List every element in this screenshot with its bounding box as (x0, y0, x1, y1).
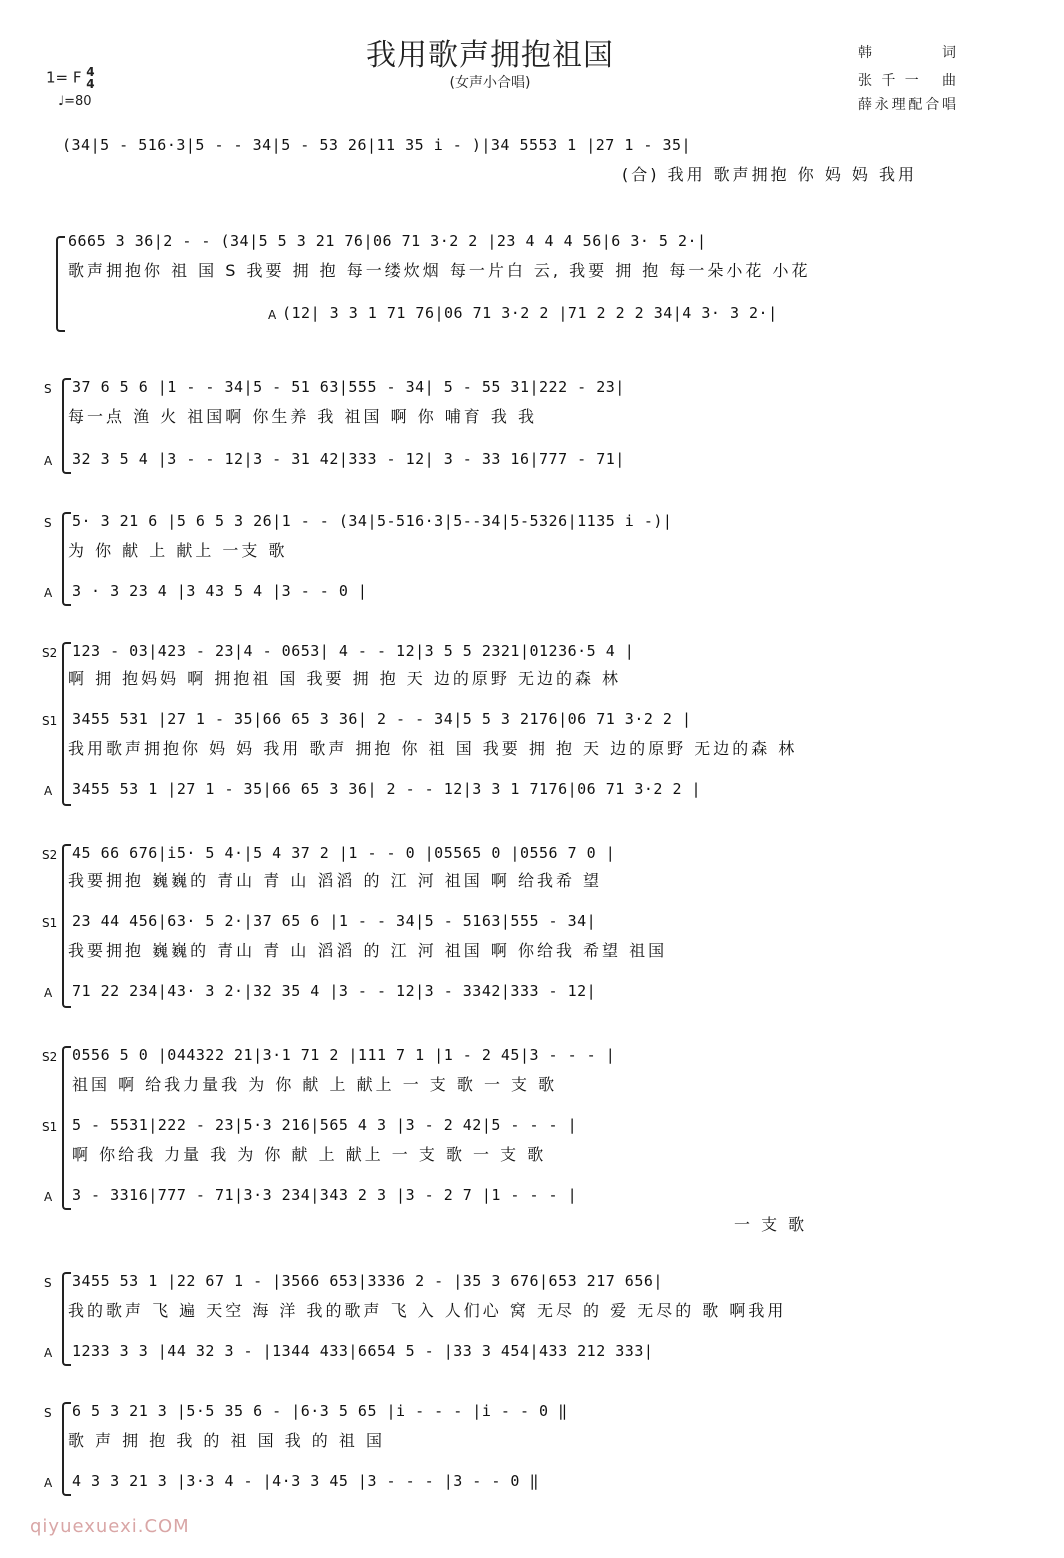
notation-line: 0556 5 0 |044322 21|3·1 71 2 |111 7 1 |1 - 2 45|3 - - - | (72, 1046, 616, 1064)
notation-line: 71 22 234|43· 3 2·|32 35 4 |3 - - 12|3 - 3342|333 - 12| (72, 982, 597, 1000)
watermark: qiyuexuexi.COM (30, 1516, 190, 1537)
notation-line: 3455 53 1 |27 1 - 35|66 65 3 36| 2 - - 12|3 3 1 7176|06 71 3·2 2 | (72, 780, 702, 798)
arranger-credit: 薛永理配合唱 (858, 97, 956, 113)
voice-label: S2 (42, 848, 58, 862)
voice-label: S1 (42, 1120, 58, 1134)
voice-label: S1 (42, 916, 58, 930)
notation-line: 4 3 3 21 3 |3·3 4 - |4·3 3 45 |3 - - - |3 - - 0 ‖ (72, 1472, 540, 1490)
notation-line: 123 - 03|423 - 23|4 - 0653| 4 - - 12|3 5 5 2321|01236·5 4 | (72, 642, 635, 660)
notation-line: 3455 531 |27 1 - 35|66 65 3 36| 2 - - 34|5 5 3 2176|06 71 3·2 2 | (72, 710, 692, 728)
notation-line: 5 - 5531|222 - 23|5·3 216|565 4 3 |3 - 2 42|5 - - - | (72, 1116, 578, 1134)
voice-label: S1 (42, 714, 58, 728)
song-title: 我用歌声拥抱祖国 (366, 38, 614, 73)
lyric-line: 我要拥抱 巍巍的 青山 青 山 滔滔 的 江 河 祖国 啊 给我希 望 (68, 871, 603, 890)
notation-line: (34|5 - 516·3|5 - - 34|5 - 53 26|11 35 i - )|34 5553 1 |27 1 - 35| (62, 136, 692, 154)
tempo-marking: ♩=80 (58, 94, 92, 109)
lyric-line: (合) 我用 歌声拥抱 你 妈 妈 我用 (622, 165, 918, 184)
voice-label: A (44, 1476, 53, 1490)
lyric-line: 为 你 献 上 献上 一支 歌 (68, 541, 288, 560)
voice-label: S (44, 1406, 52, 1420)
voice-label: A (44, 986, 53, 1000)
lyric-line: 我要拥抱 巍巍的 青山 青 山 滔滔 的 江 河 祖国 啊 你给我 希望 祖国 (68, 941, 668, 960)
notation-line: 37 6 5 6 |1 - - 34|5 - 51 63|555 - 34| 5 - 55 31|222 - 23| (72, 378, 625, 396)
lyric-line: 我用歌声拥抱你 妈 妈 我用 歌声 拥抱 你 祖 国 我要 拥 抱 天 边的原野 无边的森 林 (68, 739, 798, 758)
voice-label: A (44, 1346, 53, 1360)
voice-label: S2 (42, 1050, 58, 1064)
notation-line: 3 · 3 23 4 |3 43 5 4 |3 - - 0 | (72, 582, 368, 600)
voice-label: S (44, 516, 52, 530)
voice-label: S (44, 382, 52, 396)
system-brace (62, 1046, 71, 1210)
lyric-line: 每一点 渔 火 祖国啊 你生养 我 祖国 啊 你 哺育 我 我 (68, 407, 537, 426)
voice-label: A (44, 586, 53, 600)
voice-label: A (44, 784, 53, 798)
lyric-line: 祖国 啊 给我力量我 为 你 献 上 献上 一 支 歌 一 支 歌 (72, 1075, 558, 1094)
lyricist-credit: 韩 词 (858, 45, 956, 61)
lyric-line: 啊 拥 抱妈妈 啊 拥抱祖 国 我要 拥 抱 天 边的原野 无边的森 林 (68, 669, 622, 688)
notation-line: 3 - 3316|777 - 71|3·3 234|343 2 3 |3 - 2 7 |1 - - - | (72, 1186, 578, 1204)
notation-line: 23 44 456|63· 5 2·|37 65 6 |1 - - 34|5 - 5163|555 - 34| (72, 912, 597, 930)
voice-label: S2 (42, 646, 58, 660)
lyric-line: 歌 声 拥 抱 我 的 祖 国 我 的 祖 国 (68, 1431, 385, 1450)
notation-line: 45 66 676|i5· 5 4·|5 4 37 2 |1 - - 0 |05565 0 |0556 7 0 | (72, 844, 616, 862)
voice-label: S (44, 1276, 52, 1290)
key-label: 1= F (46, 68, 82, 87)
system-brace (56, 236, 65, 332)
lyric-line: 歌声拥抱你 祖 国 S 我要 拥 抱 每一缕炊烟 每一片白 云, 我要 拥 抱 每一朵小花 小花 (68, 261, 811, 280)
time-signature (86, 66, 94, 90)
composer-credit: 张千一 曲 (858, 73, 956, 89)
time-top: 4 (86, 65, 95, 79)
notation-line: 3455 53 1 |22 67 1 - |3566 653|3336 2 - |35 3 676|653 217 656| (72, 1272, 663, 1290)
key-signature (46, 66, 95, 90)
notation-line: 6665 3 36|2 - - (34|5 5 3 21 76|06 71 3·2 2 |23 4 4 4 56|6 3· 5 2·| (68, 232, 707, 250)
voice-label: A (44, 454, 53, 468)
notation-line: 32 3 5 4 |3 - - 12|3 - 31 42|333 - 12| 3 - 33 16|777 - 71| (72, 450, 625, 468)
lyric-line: 啊 你给我 力量 我 为 你 献 上 献上 一 支 歌 一 支 歌 (72, 1145, 547, 1164)
lyric-line: 我的歌声 飞 遍 天空 海 洋 我的歌声 飞 入 人们心 窝 无尽 的 爱 无尽的 歌 啊我用 (68, 1301, 787, 1320)
notation-line: 6 5 3 21 3 |5·5 35 6 - |6·3 5 65 |i - - - |i - - 0 ‖ (72, 1402, 568, 1420)
notation-line: 1233 3 3 |44 32 3 - |1344 433|6654 5 - |33 3 454|433 212 333| (72, 1342, 654, 1360)
voice-label: A (44, 1190, 53, 1204)
time-bottom: 4 (86, 77, 95, 91)
voice-label: A (268, 308, 277, 322)
notation-line: (12| 3 3 1 71 76|06 71 3·2 2 |71 2 2 2 34|4 3· 3 2·| (282, 304, 778, 322)
notation-line: 5· 3 21 6 |5 6 5 3 26|1 - - (34|5-516·3|5--34|5-5326|1135 i -)| (72, 512, 673, 530)
lyric-line: 一 支 歌 (734, 1215, 808, 1234)
song-subtitle: (女声小合唱) (449, 75, 531, 91)
